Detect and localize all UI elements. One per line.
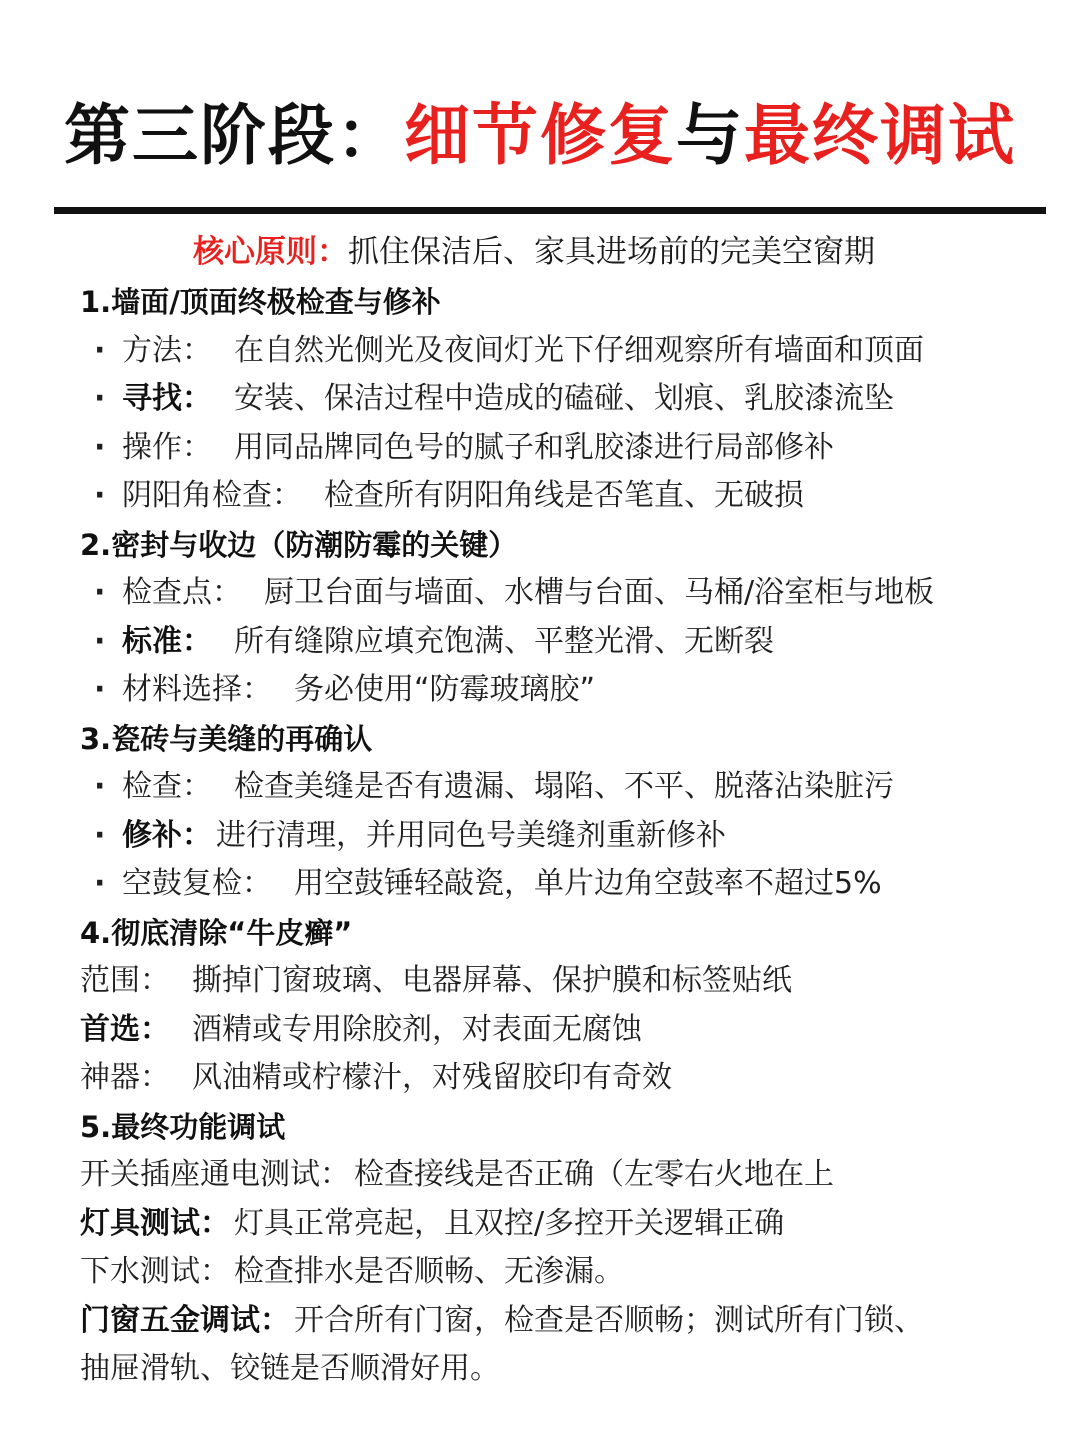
title-highlight-final-debug: 最终调试 [744, 97, 1016, 174]
list-item [80, 812, 1060, 861]
item-label: 首选： [80, 1011, 170, 1047]
item-label: 神器： [80, 1060, 170, 1095]
content-body [80, 278, 1060, 1394]
bullet-icon: · [94, 769, 106, 804]
list-item [80, 472, 1060, 521]
item-label: 修补： [122, 817, 212, 853]
bullet-icon: · [94, 817, 106, 853]
item-text: 撕掉门窗玻璃、电器屏幕、保护膜和标签贴纸 [192, 963, 792, 998]
bullet-icon: · [94, 381, 106, 416]
item-text: 厨卫台面与墙面、水槽与台面、马桶/浴室柜与地板 [264, 575, 935, 610]
core-principle-text: 抓住保洁后、家具进场前的完美空窗期 [348, 234, 875, 270]
bullet-icon: · [94, 623, 106, 659]
item-text: 抽屉滑轨、铰链是否顺滑好用。 [80, 1351, 500, 1386]
item-label: 方法： [122, 332, 212, 368]
item-text: 检查所有阴阳角线是否笔直、无破损 [324, 478, 804, 513]
item-label: 开关插座通电测试： [80, 1157, 350, 1192]
list-item [80, 666, 1060, 715]
section-heading: 4.彻底清除“牛皮癣” [80, 915, 353, 950]
list-item [80, 957, 1060, 1006]
list-item [80, 1006, 1060, 1055]
section-heading: 1.墙面/顶面终极检查与修补 [80, 285, 441, 319]
title-stage: 第三阶段： [64, 97, 404, 174]
item-label: 下水测试： [80, 1254, 230, 1289]
page-title [0, 82, 1080, 177]
item-label: 寻找： [122, 381, 212, 416]
item-text: 风油精或柠檬汁，对残留胶印有奇效 [192, 1060, 672, 1095]
item-label: 材料选择： [122, 672, 272, 707]
bullet-icon: · [94, 429, 106, 465]
section-heading: 2.密封与收边（防潮防霉的关键） [80, 527, 518, 562]
item-label: 门窗五金调试： [80, 1302, 290, 1338]
section-heading: 3.瓷砖与美缝的再确认 [80, 721, 373, 756]
list-item [80, 327, 1060, 376]
list-item [80, 569, 1060, 618]
item-text: 检查接线是否正确（左零右火地在上 [354, 1157, 834, 1192]
item-label: 范围： [80, 963, 170, 998]
list-item [80, 1297, 1060, 1346]
list-item [80, 1151, 1060, 1200]
item-label: 检查点： [122, 575, 242, 610]
list-item [80, 424, 1060, 473]
item-label: 操作： [122, 429, 212, 465]
bullet-icon: · [94, 866, 106, 901]
title-divider [54, 207, 1046, 214]
list-item [80, 1200, 1060, 1249]
item-text: 检查排水是否顺畅、无渗漏。 [234, 1254, 624, 1289]
list-item [80, 1248, 1060, 1297]
item-text: 酒精或专用除胶剂，对表面无腐蚀 [192, 1011, 642, 1047]
list-item [80, 1054, 1060, 1103]
list-item-continuation [80, 1345, 1060, 1394]
item-text: 用同品牌同色号的腻子和乳胶漆进行局部修补 [234, 429, 834, 465]
section-heading: 5.最终功能调试 [80, 1109, 286, 1144]
core-principle [193, 230, 875, 274]
item-text: 进行清理，并用同色号美缝剂重新修补 [216, 817, 726, 853]
list-item [80, 860, 1060, 909]
core-principle-label: 核心原则： [193, 234, 348, 270]
item-label: 检查： [122, 769, 212, 804]
item-text: 用空鼓锤轻敲瓷，单片边角空鼓率不超过5% [294, 866, 882, 901]
item-label: 灯具测试： [80, 1205, 230, 1241]
list-item [80, 618, 1060, 667]
item-text: 开合所有门窗，检查是否顺畅；测试所有门锁、 [294, 1302, 924, 1338]
item-label: 空鼓复检： [122, 866, 272, 901]
list-item [80, 763, 1060, 812]
bullet-icon: · [94, 478, 106, 513]
item-text: 检查美缝是否有遗漏、塌陷、不平、脱落沾染脏污 [234, 769, 894, 804]
bullet-icon: · [94, 332, 106, 368]
bullet-icon: · [94, 575, 106, 610]
list-item [80, 375, 1060, 424]
item-label: 阴阳角检查： [122, 478, 302, 513]
bullet-icon: · [94, 672, 106, 707]
item-text: 灯具正常亮起，且双控/多控开关逻辑正确 [234, 1205, 785, 1241]
item-text: 所有缝隙应填充饱满、平整光滑、无断裂 [234, 623, 774, 659]
item-text: 务必使用“防霉玻璃胶” [294, 672, 596, 707]
item-text: 在自然光侧光及夜间灯光下仔细观察所有墙面和顶面 [234, 332, 924, 368]
item-text: 安装、保洁过程中造成的磕碰、划痕、乳胶漆流坠 [234, 381, 894, 416]
title-highlight-detail-repair: 细节修复 [404, 97, 676, 174]
item-label: 标准： [122, 623, 212, 659]
title-connector: 与 [676, 97, 744, 174]
